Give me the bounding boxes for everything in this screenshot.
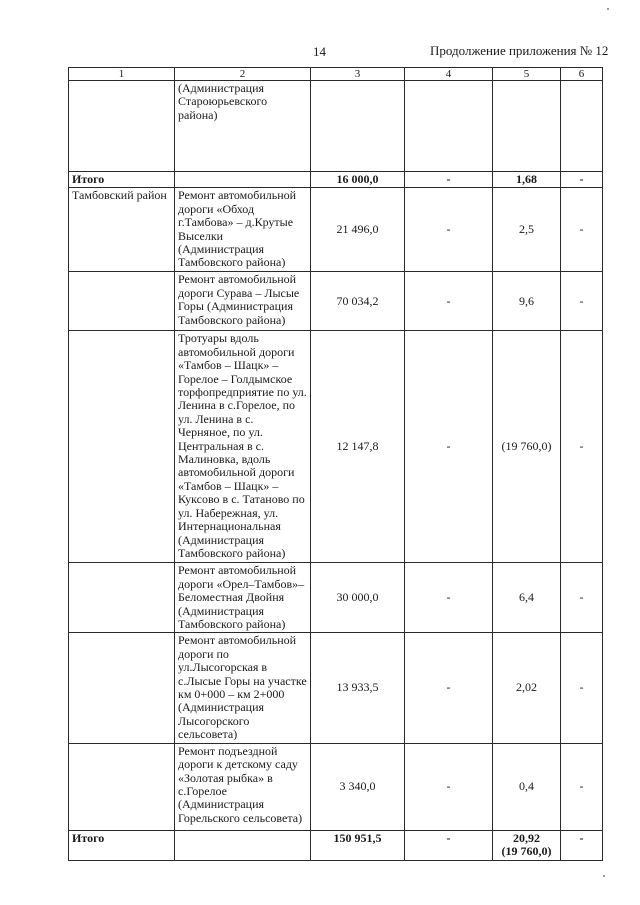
- total-length-extra: (19 760,0): [501, 844, 552, 859]
- district-cell: [69, 272, 175, 331]
- column-header: 6: [561, 68, 603, 81]
- value-cell: -: [561, 830, 603, 860]
- description-cell: Ремонт автомобильной дороги Сурава – Лысые Горы (Администрация Тамбовского района): [175, 272, 311, 331]
- description-cell: [175, 172, 311, 188]
- scan-speck: [603, 875, 605, 877]
- value-cell: -: [561, 633, 603, 743]
- total-amount: 150 951,5: [311, 830, 405, 860]
- column-header: 5: [493, 68, 561, 81]
- value-cell: -: [405, 830, 493, 860]
- total-row: [69, 830, 603, 860]
- value-cell: [405, 81, 493, 172]
- description-cell: Тротуары вдоль автомобильной дороги «Тамбов – Шацк» – Горелое – Голдымское торфопредприятие по ул. Ленина в с.Горелое, по ул. Ленина в с. Черняное, по ул. Центральная в с. Малиновка, вдоль автомобильной дороги «Тамбов – Шацк» – Куксово в с. Татаново по ул. Набережная, ул. Интернациональная (Администрация Тамбовского района): [175, 331, 311, 563]
- value-cell: -: [561, 172, 603, 188]
- district-cell: [69, 81, 175, 172]
- column-header: 3: [311, 68, 405, 81]
- length-cell: [493, 81, 561, 172]
- district-cell: Тамбовский район: [69, 188, 175, 272]
- description-cell: Ремонт автомобильной дороги «Обход г.Тамбова» – д.Крутые Выселки (Администрация Тамбовского района): [175, 188, 311, 272]
- length-cell: 6,4: [493, 563, 561, 633]
- table-row: [69, 188, 603, 272]
- total-length: [493, 830, 561, 860]
- table-row: [69, 81, 603, 172]
- page-number: 14: [313, 44, 326, 59]
- description-cell: Ремонт автомобильной дороги по ул.Лысогорская в с.Лысые Горы на участке км 0+000 – км 2+000 (Администрация Лысогорского сельсовета): [175, 633, 311, 743]
- value-cell: -: [561, 331, 603, 563]
- district-cell: [69, 563, 175, 633]
- table-row: [69, 743, 603, 830]
- length-cell: 2,02: [493, 633, 561, 743]
- column-header: 2: [175, 68, 311, 81]
- amount-cell: 3 340,0: [311, 743, 405, 830]
- table-row: [69, 272, 603, 331]
- value-cell: -: [561, 563, 603, 633]
- amount-cell: 13 933,5: [311, 633, 405, 743]
- description-cell: [175, 830, 311, 860]
- total-label: Итого: [69, 830, 175, 860]
- table-header-row: [69, 68, 603, 81]
- table-row: [69, 563, 603, 633]
- description-cell: Ремонт подъездной дороги к детскому саду «Золотая рыбка» в с.Горелое (Администрация Горельского сельсовета): [175, 743, 311, 830]
- total-amount: 16 000,0: [311, 172, 405, 188]
- value-cell: -: [561, 188, 603, 272]
- length-cell: 0,4: [493, 743, 561, 830]
- value-cell: -: [561, 743, 603, 830]
- amount-cell: [311, 81, 405, 172]
- total-length: 1,68: [493, 172, 561, 188]
- value-cell: -: [405, 172, 493, 188]
- value-cell: [561, 81, 603, 172]
- value-cell: -: [405, 563, 493, 633]
- appendix-table: [68, 67, 603, 861]
- district-cell: [69, 331, 175, 563]
- continuation-caption: Продолжение приложения № 12: [430, 43, 609, 58]
- scan-speck: [607, 8, 609, 10]
- value-cell: -: [405, 188, 493, 272]
- table-row: [69, 633, 603, 743]
- description-cell: Ремонт автомобильной дороги «Орел–Тамбов»–Беломестная Двойня (Администрация Тамбовского района): [175, 563, 311, 633]
- total-row: [69, 172, 603, 188]
- value-cell: -: [561, 272, 603, 331]
- total-length-value: 20,92: [513, 830, 540, 845]
- value-cell: -: [405, 331, 493, 563]
- length-cell: 2,5: [493, 188, 561, 272]
- amount-cell: 21 496,0: [311, 188, 405, 272]
- table-row: [69, 331, 603, 563]
- total-label: Итого: [69, 172, 175, 188]
- value-cell: -: [405, 633, 493, 743]
- value-cell: -: [405, 272, 493, 331]
- value-cell: -: [405, 743, 493, 830]
- district-cell: [69, 743, 175, 830]
- description-cell: (Администрация Староюрьевского района): [175, 81, 311, 172]
- amount-cell: 70 034,2: [311, 272, 405, 331]
- length-cell: 9,6: [493, 272, 561, 331]
- length-cell: (19 760,0): [493, 331, 561, 563]
- amount-cell: 12 147,8: [311, 331, 405, 563]
- district-cell: [69, 633, 175, 743]
- column-header: 1: [69, 68, 175, 81]
- column-header: 4: [405, 68, 493, 81]
- amount-cell: 30 000,0: [311, 563, 405, 633]
